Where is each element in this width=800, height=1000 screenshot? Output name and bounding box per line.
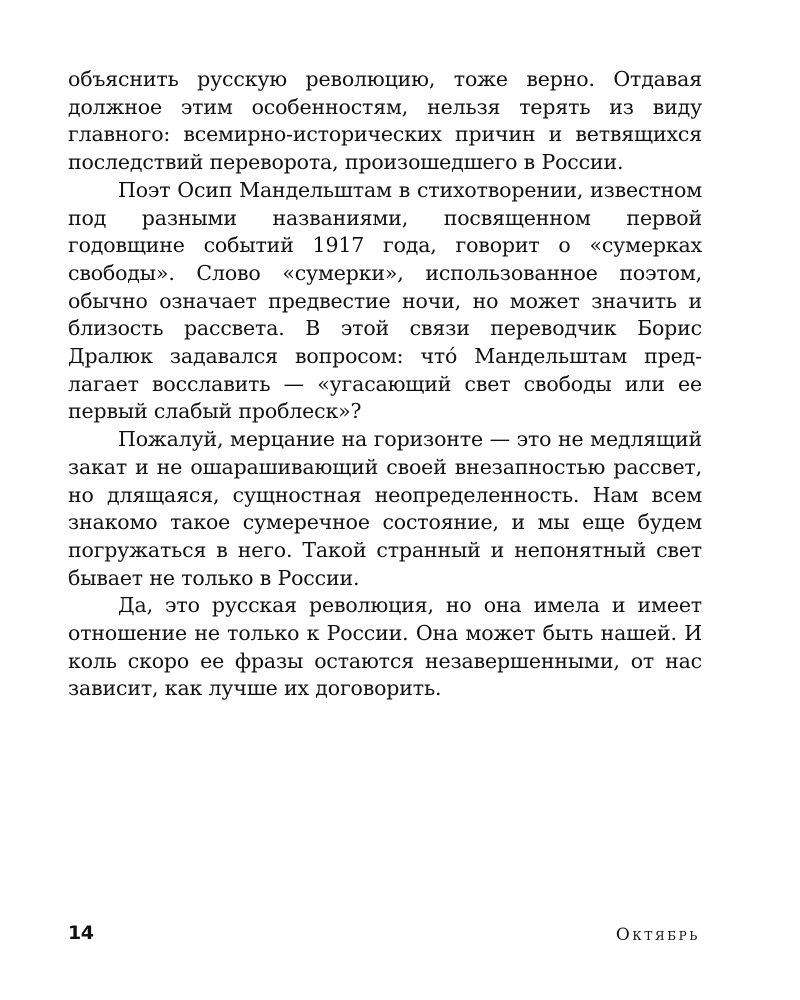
running-title: Октябрь <box>615 925 700 945</box>
paragraph-2: Поэт Осип Мандельштам в стихотворении, известном под разными названиями, посвященном первой годовщине событий 1917 года, говорит о «сумерках свободы». Слово «сумерки», использованное поэтом, обычно означает предвестие ночи, но может значить и близость рассвета. В этой связи переводчик Борис Дралюк задавался вопросом: что́ Мандельштам предлагает восславить — «угасающий свет свободы или ее первый слабый проблеск»? <box>68 177 702 424</box>
paragraph-3: Пожалуй, мерцание на горизонте — это не медлящий закат и не ошарашивающий своей внезапностью рассвет, но длящаяся, сущностная неопределенность. Нам всем знакомо такое сумеречное состояние, и мы еще будем погружаться в него. Такой странный и непонятный свет бывает не только в России. <box>68 427 702 590</box>
paragraph-4: Да, это русская революция, но она имела и имеет отношение не только к России. Она может быть нашей. И коль скоро ее фразы остаются незавершенными, от нас зависит, как лучше их договорить. <box>68 593 702 701</box>
page-number: 14 <box>68 922 94 944</box>
paragraph-1: объяснить русскую революцию, тоже верно. Отдавая должное этим особенностям, нельзя терять из виду главного: всемирно-исторических причин и ветвящихся последствий переворота, произошедшего в России. <box>68 67 702 175</box>
body-text <box>68 66 702 703</box>
